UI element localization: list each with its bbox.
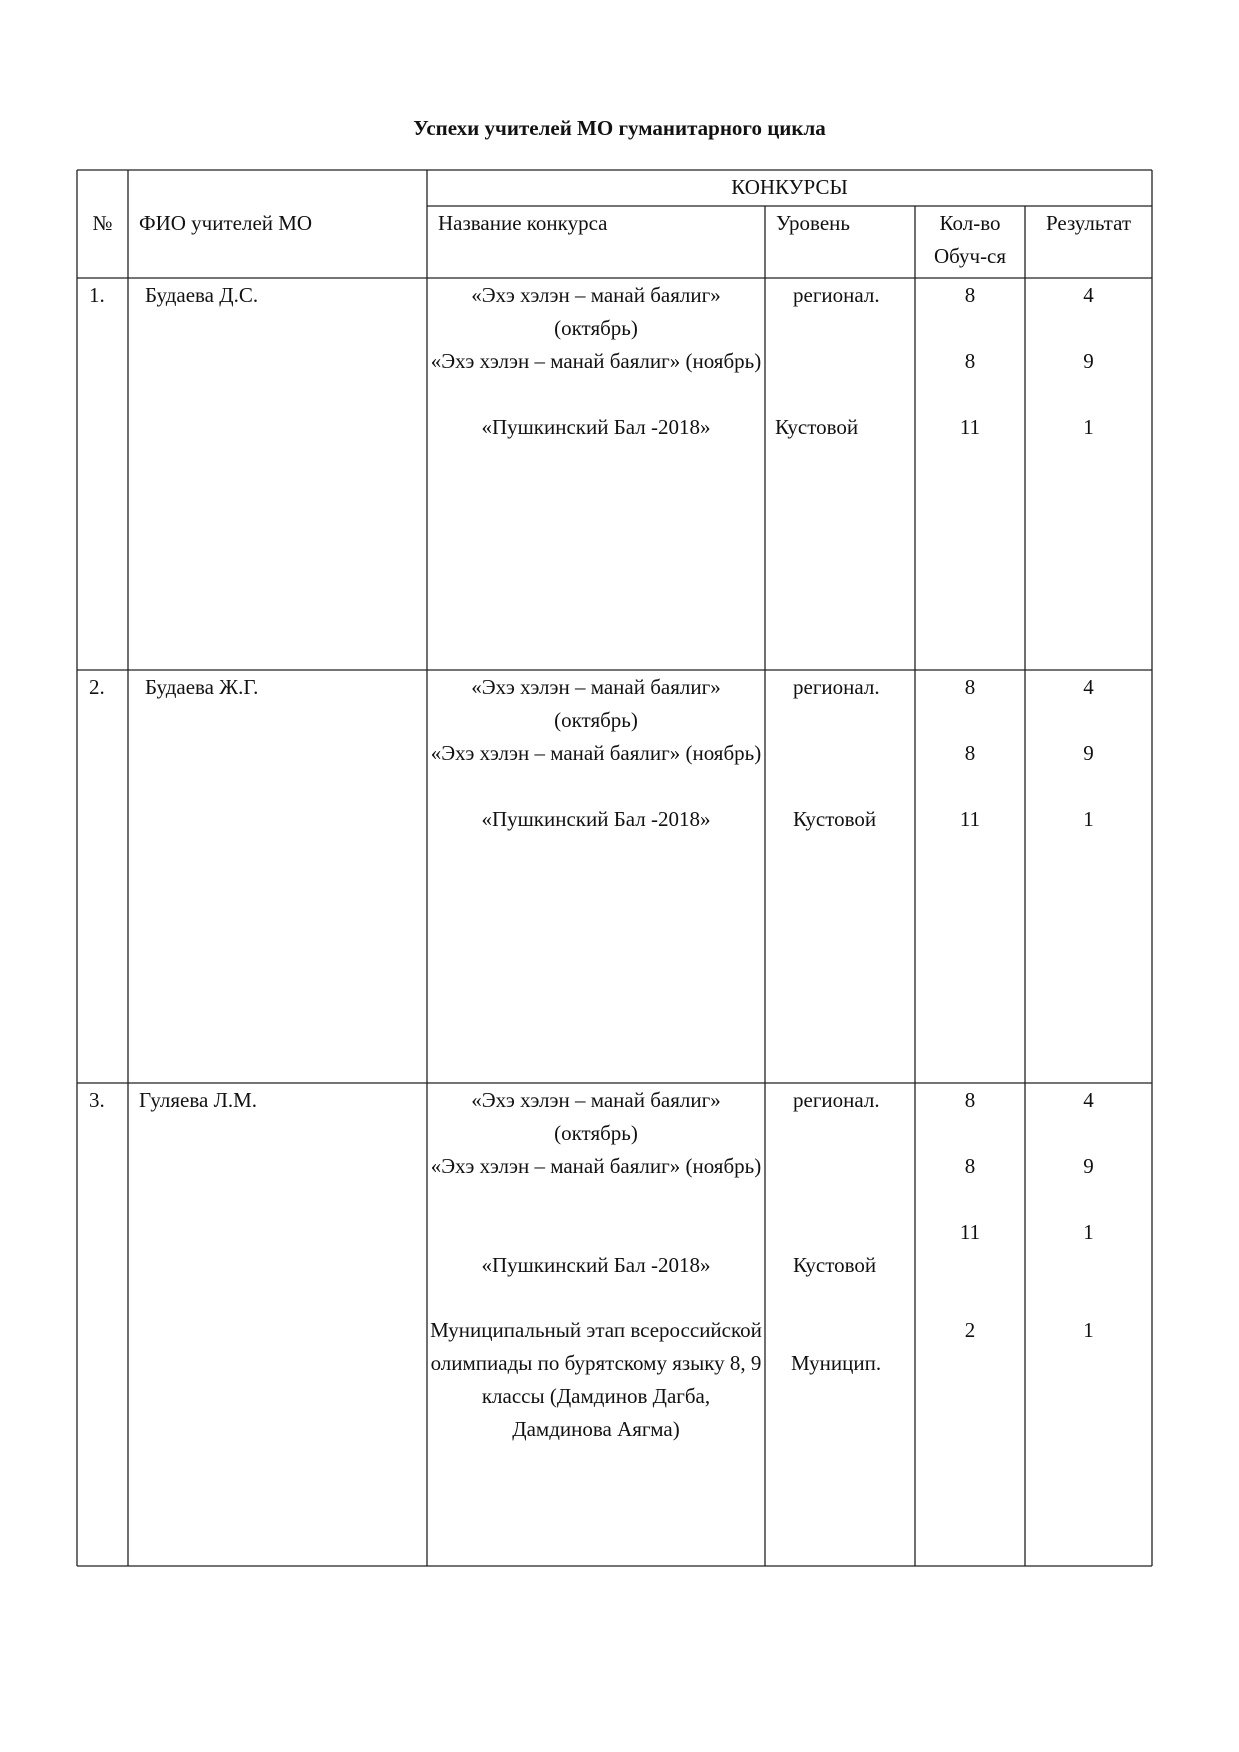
header-contest: Название конкурса <box>438 211 608 235</box>
page-title: Успехи учителей МО гуманитарного цикла <box>413 116 826 140</box>
contest-name: «Эхэ хэлэн – манай баялиг» (октябрь) <box>471 283 721 340</box>
header-num: № <box>92 211 113 235</box>
student-count: 8 <box>964 283 976 307</box>
contest-name: «Пушкинский Бал -2018» <box>481 807 711 831</box>
header-count: Кол-во Обуч-ся <box>933 211 1007 268</box>
row-number: 1. <box>89 283 105 307</box>
contest-result: 9 <box>1083 349 1094 373</box>
student-count: 11 <box>959 1220 981 1244</box>
student-count: 11 <box>959 807 981 831</box>
student-count: 11 <box>959 415 981 439</box>
contest-name: Муниципальный этап всероссийской олимпиады по бурятскому языку 8, 9 классы (Дамдинов Дагба, Дамдинова Аягма) <box>430 1318 762 1441</box>
student-count: 8 <box>964 741 976 765</box>
contest-level: Кустовой <box>793 1253 877 1277</box>
teacher-name: Будаева Д.С. <box>145 283 259 307</box>
teacher-name: Будаева Ж.Г. <box>145 675 259 699</box>
contest-name: «Эхэ хэлэн – манай баялиг» (октябрь) <box>471 1088 721 1145</box>
student-count: 8 <box>964 349 976 373</box>
contest-result: 4 <box>1083 283 1094 307</box>
contest-result: 9 <box>1083 741 1094 765</box>
header-result: Результат <box>1045 211 1132 235</box>
contest-result: 4 <box>1083 1088 1094 1112</box>
header-level: Уровень <box>776 211 850 235</box>
contest-name: «Эхэ хэлэн – манай баялиг» (ноябрь) <box>430 741 762 765</box>
contest-level: Кустовой <box>793 807 877 831</box>
student-count: 8 <box>964 1088 976 1112</box>
student-count: 2 <box>964 1318 976 1342</box>
contest-name: «Эхэ хэлэн – манай баялиг» (ноябрь) <box>430 349 762 373</box>
contest-result: 1 <box>1083 1318 1094 1342</box>
student-count: 8 <box>964 675 976 699</box>
row-number: 3. <box>89 1088 105 1112</box>
header-group-contests: КОНКУРСЫ <box>731 175 848 199</box>
contest-name: «Эхэ хэлэн – манай баялиг» (ноябрь) <box>430 1154 762 1178</box>
contest-result: 1 <box>1083 807 1094 831</box>
contest-result: 4 <box>1083 675 1094 699</box>
teacher-name: Гуляева Л.М. <box>139 1088 258 1112</box>
contest-name: «Эхэ хэлэн – манай баялиг» (октябрь) <box>471 675 721 732</box>
contest-level: регионал. <box>793 675 880 699</box>
student-count: 8 <box>964 1154 976 1178</box>
contest-result: 1 <box>1083 415 1094 439</box>
contest-level: Кустовой <box>775 415 859 439</box>
contest-name: «Пушкинский Бал -2018» <box>481 415 711 439</box>
contest-result: 1 <box>1083 1220 1094 1244</box>
contest-level: Муницип. <box>791 1351 882 1375</box>
header-teacher: ФИО учителей МО <box>139 211 313 235</box>
contest-level: регионал. <box>793 283 880 307</box>
row-number: 2. <box>89 675 105 699</box>
contest-name: «Пушкинский Бал -2018» <box>481 1253 711 1277</box>
contest-result: 9 <box>1083 1154 1094 1178</box>
contest-level: регионал. <box>793 1088 880 1112</box>
